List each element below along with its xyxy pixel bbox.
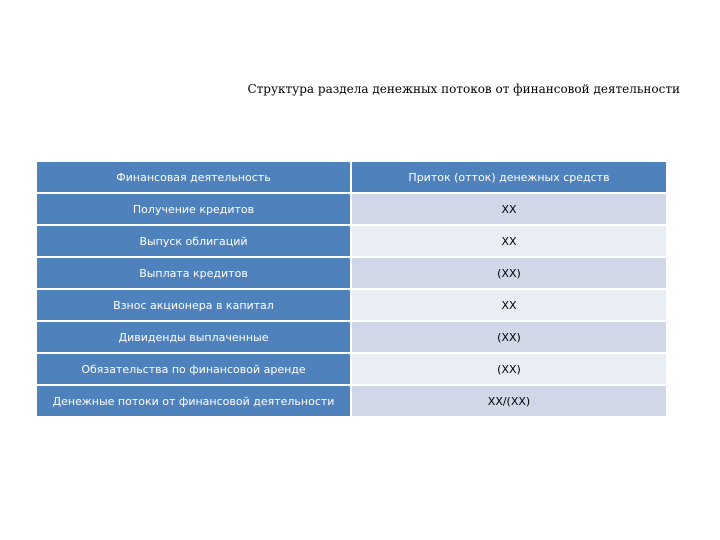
row-value: XX [352,290,666,322]
row-value: (XX) [352,322,666,354]
table-row [37,226,666,258]
row-label: Денежные потоки от финансовой деятельности [37,386,352,418]
row-value: XX/(XX) [352,386,666,418]
row-label: Обязательства по финансовой аренде [37,354,352,386]
row-label: Выпуск облигаций [37,226,352,258]
row-value: (XX) [352,258,666,290]
page-title: Структура раздела денежных потоков от финансовой деятельности [247,82,680,96]
column-header-cash-flow: Приток (отток) денежных средств [352,162,666,194]
table-row [37,354,666,386]
row-label: Дивиденды выплаченные [37,322,352,354]
row-label: Получение кредитов [37,194,352,226]
table-row [37,290,666,322]
row-value: (XX) [352,354,666,386]
table-row [37,322,666,354]
table-header-row [37,162,666,194]
row-label: Взнос акционера в капитал [37,290,352,322]
table-row [37,194,666,226]
column-header-activity: Финансовая деятельность [37,162,352,194]
cash-flow-table [37,162,666,418]
table-row [37,258,666,290]
row-value: XX [352,226,666,258]
row-label: Выплата кредитов [37,258,352,290]
row-value: XX [352,194,666,226]
table-row-total [37,386,666,418]
